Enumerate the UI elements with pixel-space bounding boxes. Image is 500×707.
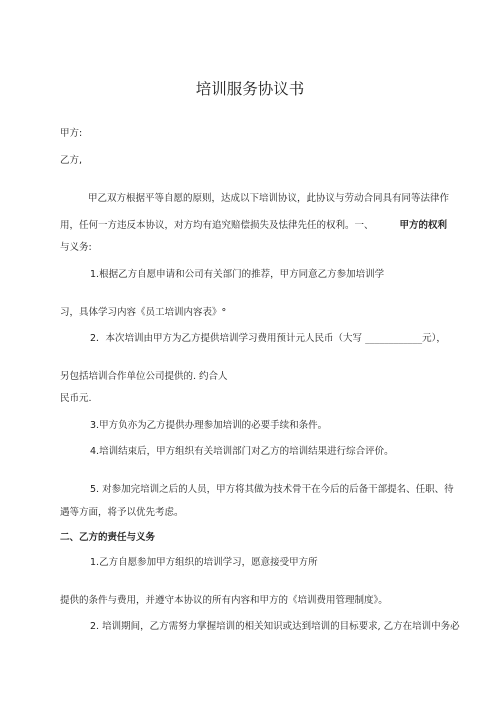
section-2-item-1-number: 1	[90, 557, 97, 568]
section-2-item-2-number: 2	[90, 621, 97, 632]
item-1-text: .根据乙方自愿申请和公司有关部门的推荐，甲方同意乙方参加培训学	[96, 269, 385, 280]
party-b-label: 乙方,	[60, 155, 83, 166]
party-a-label: 甲方:	[60, 128, 83, 139]
section-2-item-1-line-2: 提供的条件与费用，并遵守本协议的所有内容和甲方的《培训费用管理制度》。	[60, 595, 388, 606]
item-3-number: 3	[90, 420, 97, 431]
item-4-number: 4	[90, 446, 97, 457]
item-5-line-2: 遇等方面，将予以优先考虑。	[60, 507, 184, 518]
item-2-line-2: 另包括培训合作单位公司提供的. 约合人	[60, 371, 228, 382]
section-2-item-1-line-1	[90, 557, 318, 569]
item-4-text: .培训结束后，甲方组织有关培训部门对乙方的培训结果进行综合评价。	[96, 446, 394, 457]
item-2-line-3: 民币元.	[60, 393, 92, 404]
section-1-heading-part-b: 与义务:	[60, 242, 92, 253]
item-2-text: ．本次培训由甲方为乙方提供培训学习费用预计元人民币（大写 ____________元），	[96, 333, 446, 344]
intro-paragraph-line-2	[60, 220, 447, 232]
item-1-line-2: 习，具体学习内容《员工培训内容表》°	[60, 307, 227, 318]
section-2-item-1-text: .乙方自愿参加甲方组织的培训学习，愿意接受甲方所	[96, 557, 318, 568]
intro-line-2-text: 用，任何一方违反本协议，对方均有追究赔偿损失及怯律先任的权利。一、	[60, 220, 374, 231]
item-5-text: . 对参加完培训之后的人员，甲方将其做为技术骨干在今后的后备干部提名、任职、待	[96, 484, 454, 495]
item-5-number: 5	[90, 484, 97, 495]
section-1-heading-part-a: 甲方的权利	[399, 220, 448, 231]
section-2-item-2-text: . 培训期间，乙方需努力掌握培训的相关知识或达到培训的目标要求, 乙方在培训中务必	[96, 621, 460, 632]
item-4-line	[90, 446, 394, 458]
item-5-line-1	[90, 484, 454, 496]
section-2-item-2-line-1	[90, 621, 460, 633]
item-2-line-1	[90, 333, 446, 345]
item-1-line-1	[90, 269, 384, 281]
item-2-number: 2	[90, 333, 97, 344]
item-3-text: .甲方负亦为乙方提供办理参加培训的必要手续和条件。	[96, 420, 328, 431]
intro-paragraph-line-1: 甲乙双方根据平等自愿的原则，达成以下培训协议，此协议与劳动合同具有同等法律作	[88, 193, 450, 204]
item-1-number: 1	[90, 269, 97, 280]
section-2-heading: 二、乙方的责任与义务	[60, 532, 156, 543]
document-title: 培训服务协议书	[195, 80, 305, 98]
item-3-line	[90, 420, 327, 432]
